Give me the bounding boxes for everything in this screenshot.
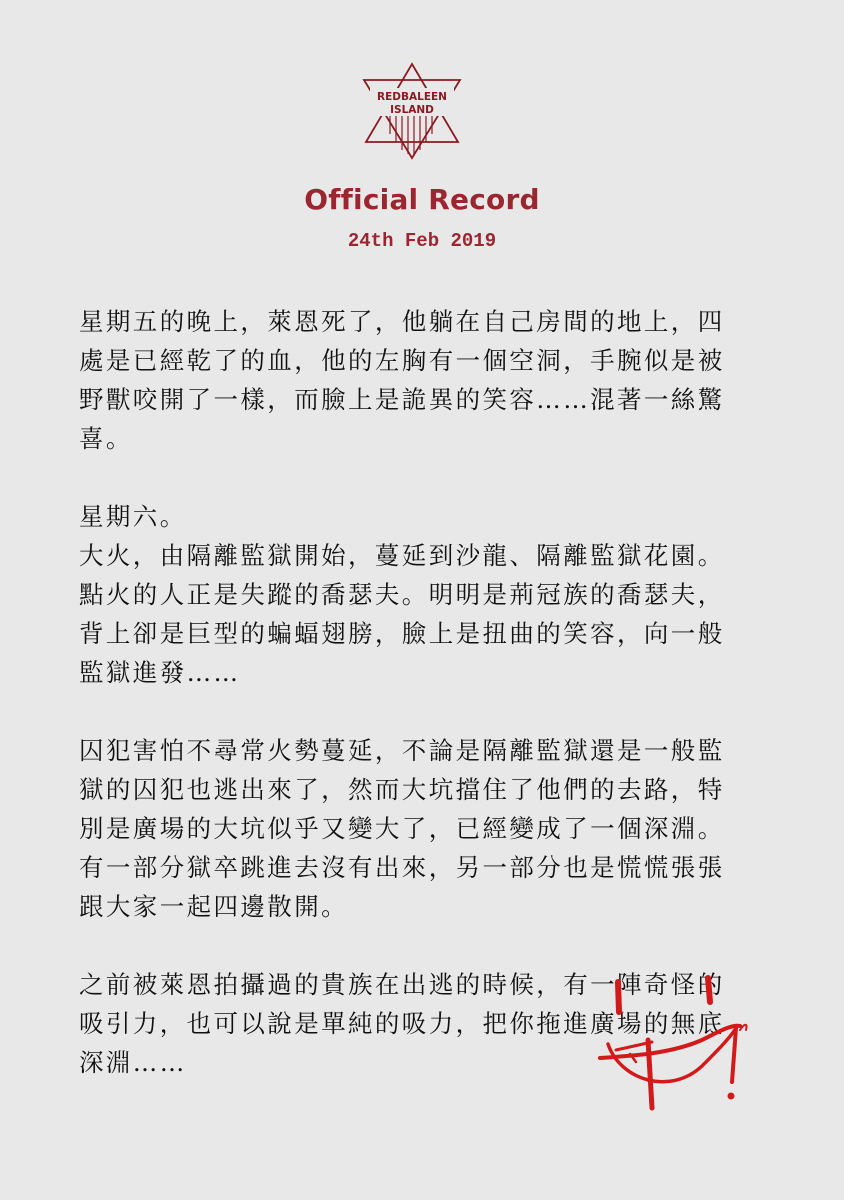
redbaleen-island-logo xyxy=(354,62,470,160)
paragraph: 星期五的晚上，萊恩死了，他躺在自己房間的地上，四 處是已經乾了的血，他的左胸有一個空洞，手腕似是被 野獸咬開了一樣，而臉上是詭異的笑容……混著一絲驚 喜。 xyxy=(79,307,725,453)
logo-line1: REDBALEEN xyxy=(377,91,447,103)
logo-line2: ISLAND xyxy=(390,104,434,116)
blood-smiley-scrawl xyxy=(590,970,760,1120)
paragraph: 囚犯害怕不尋常火勢蔓延，不論是隔離監獄還是一般監 獄的囚犯也逃出來了，然而大坑擋住了他們的去路，特 別是廣場的大坑似乎又變大了，已經變成了一個深淵。 有一部分獄卒跳進去沒有出來，另一部分也是慌慌張張 跟大家一起四邊散開。 xyxy=(79,736,725,921)
page-title: Official Record xyxy=(304,183,540,216)
paragraph: 之前被萊恩拍攝過的貴族在出逃的時候，有一陣奇怪的 吸引力，也可以說是單純的吸力，把你拖進廣場的無底 深淵…… xyxy=(79,970,725,1077)
record-date: 24th Feb 2019 xyxy=(347,230,497,252)
paragraph: 星期六。 大火，由隔離監獄開始，蔓延到沙龍、隔離監獄花園。 點火的人正是失蹤的喬瑟夫。明明是荊冠族的喬瑟夫， 背上卻是巨型的蝙蝠翅膀，臉上是扭曲的笑容，向一般 監獄進發…… xyxy=(79,502,725,687)
